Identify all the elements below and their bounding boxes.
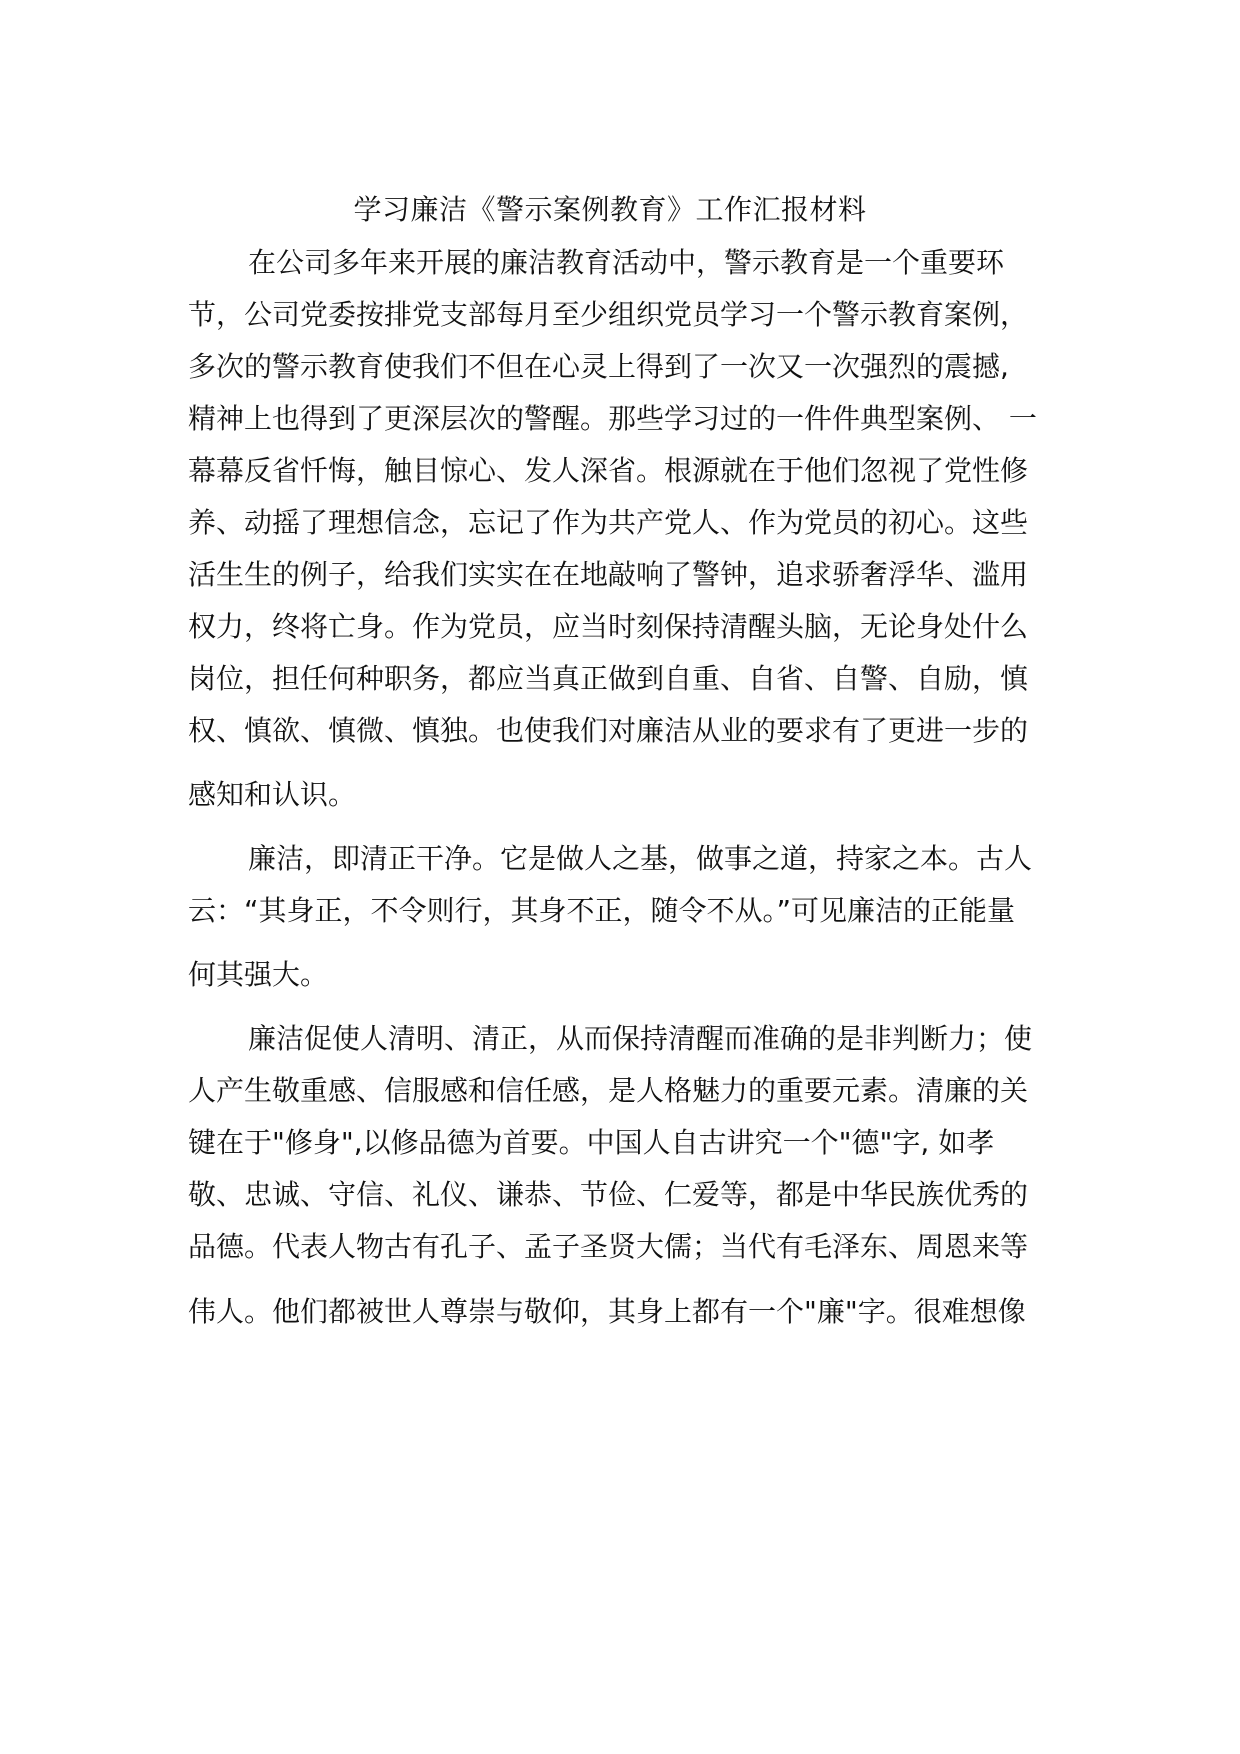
- text-line: 幕幕反省忏悔，触目惊心、发人深省。根源就在于他们忽视了党性修: [188, 454, 1029, 487]
- text-line: 感知和认识。: [188, 778, 357, 811]
- text-line: 活生生的例子，给我们实实在在地敲响了警钟，追求骄奢浮华、滥用: [188, 558, 1029, 591]
- text-line: 岗位，担任何种职务，都应当真正做到自重、自省、自警、自励，慎: [188, 662, 1029, 695]
- text-line: 在公司多年来开展的廉洁教育活动中，警示教育是一个重要环: [248, 246, 1005, 279]
- text-line: 权力，终将亡身。作为党员，应当时刻保持清醒头脑，无论身处什么: [188, 610, 1029, 643]
- document-title: 学习廉洁《警示案例教育》工作汇报材料: [353, 193, 867, 226]
- text-line: 节，公司党委按排党支部每月至少组织党员学习一个警示教育案例，: [188, 298, 1029, 331]
- text-line: 精神上也得到了更深层次的警醒。那些学习过的一件件典型案例、 一: [188, 402, 1037, 435]
- text-line: 权、慎欲、慎微、慎独。也使我们对廉洁从业的要求有了更进一步的: [188, 714, 1029, 747]
- text-line: 键在于"修身",以修品德为首要。中国人自古讲究一个"德"字, 如孝: [188, 1126, 995, 1159]
- text-line: 云：“其身正，不令则行，其身不正，随令不从。”可见廉洁的正能量: [188, 894, 1016, 927]
- text-line: 何其强大。: [188, 958, 329, 991]
- text-line: 敬、忠诚、守信、礼仪、谦恭、节俭、仁爱等，都是中华民族优秀的: [188, 1178, 1029, 1211]
- text-line: 伟人。他们都被世人尊崇与敬仰，其身上都有一个"廉"字。很难想像: [188, 1295, 1026, 1328]
- text-line: 廉洁，即清正干净。它是做人之基，做事之道，持家之本。古人: [248, 842, 1033, 875]
- text-line: 多次的警示教育使我们不但在心灵上得到了一次又一次强烈的震撼,: [188, 350, 1009, 383]
- text-line: 人产生敬重感、信服感和信任感，是人格魅力的重要元素。清廉的关: [188, 1074, 1029, 1107]
- text-line: 品德。代表人物古有孔子、孟子圣贤大儒；当代有毛泽东、周恩来等: [188, 1230, 1029, 1263]
- text-line: 廉洁促使人清明、清正，从而保持清醒而准确的是非判断力；使: [248, 1022, 1033, 1055]
- text-line: 养、动摇了理想信念，忘记了作为共产党人、作为党员的初心。这些: [188, 506, 1029, 539]
